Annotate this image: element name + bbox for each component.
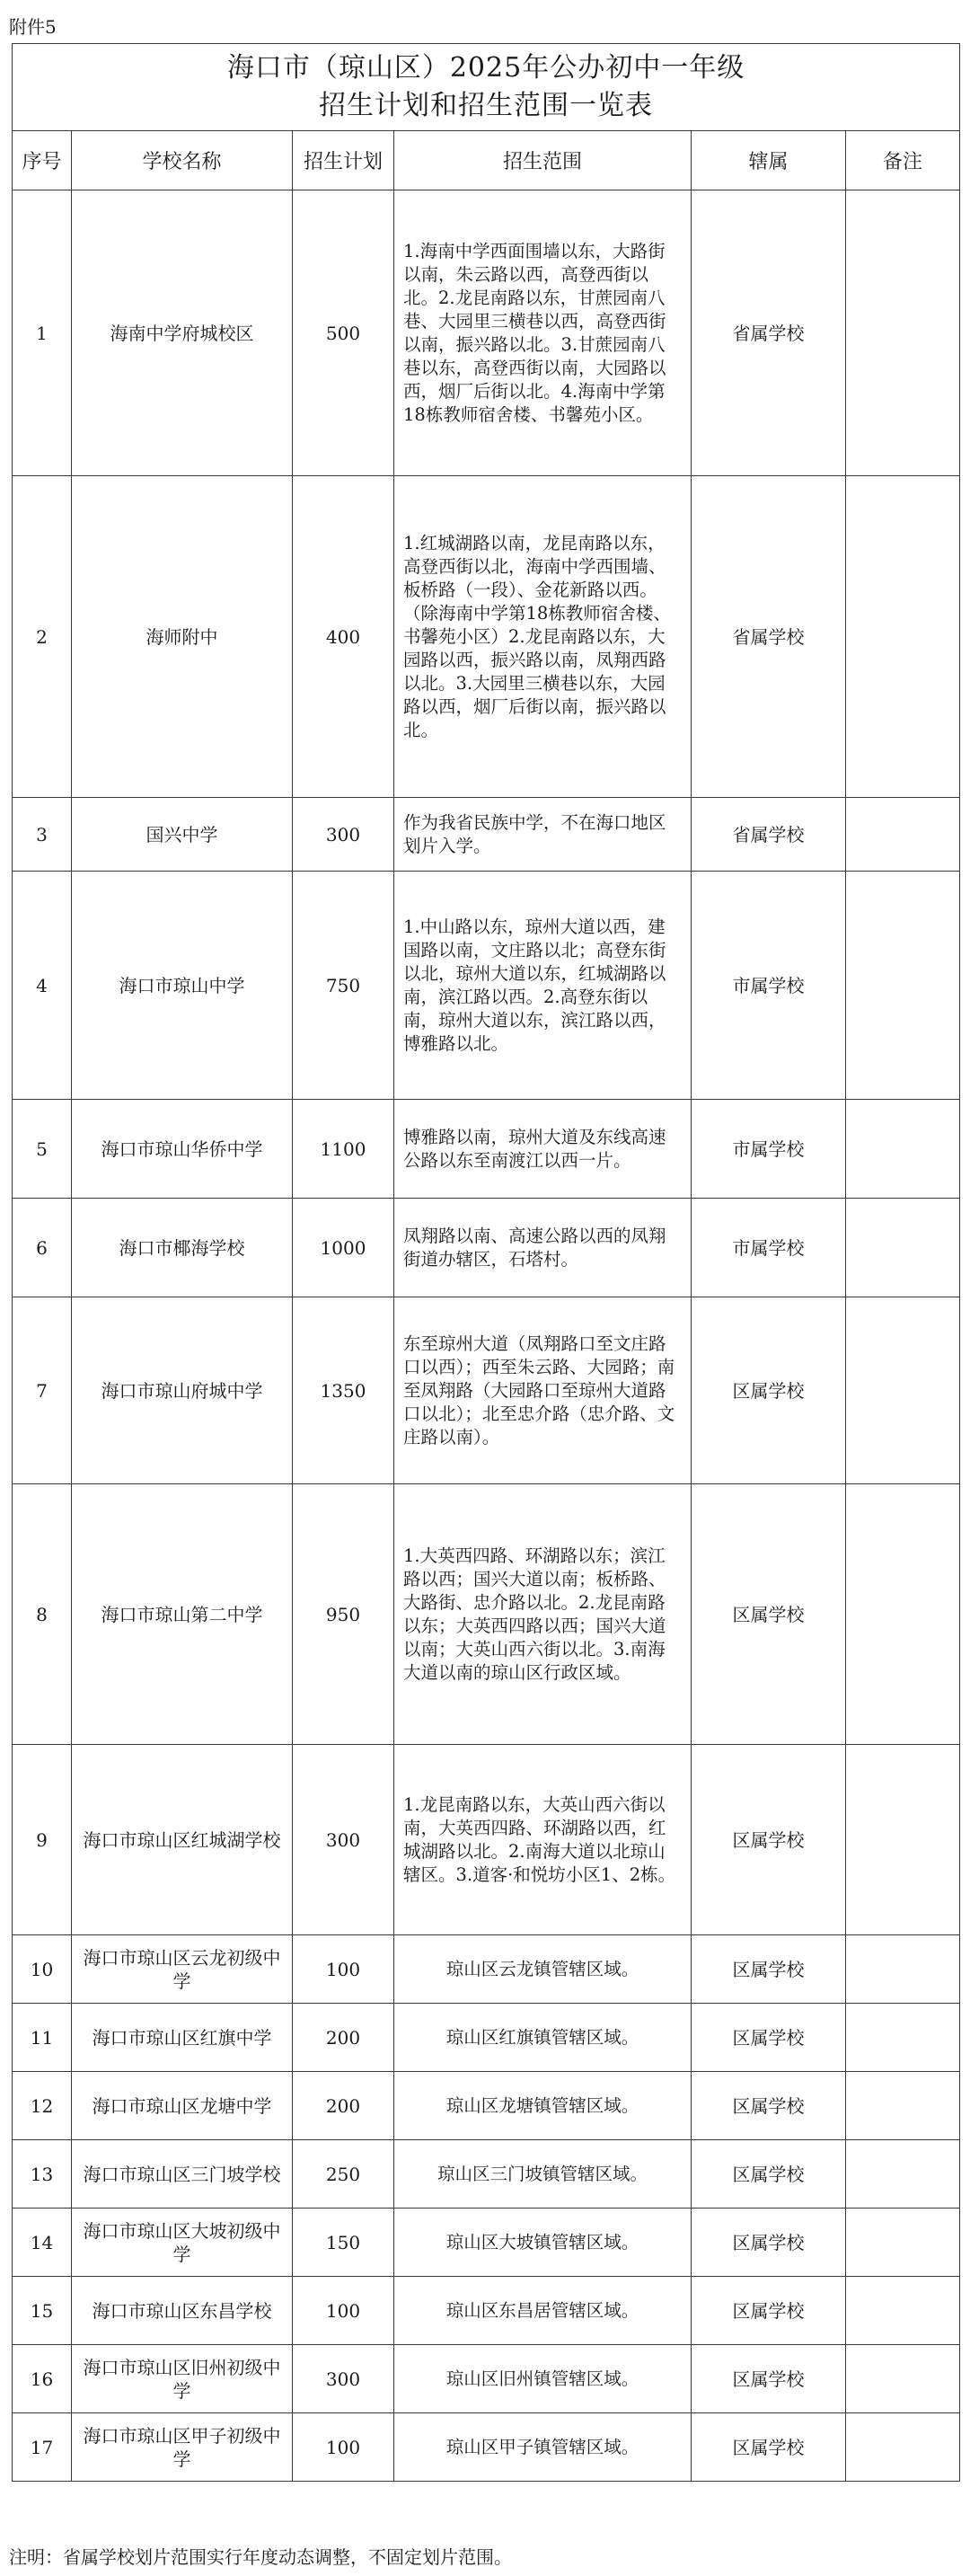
cell-plan: 500: [293, 190, 394, 476]
table-row: [13, 2277, 960, 2345]
header-remark: 备注: [846, 131, 960, 190]
cell-school-name: 海口市琼山区红旗中学: [72, 2004, 293, 2072]
cell-plan: 400: [293, 476, 394, 798]
cell-remark: [846, 1199, 960, 1297]
cell-affiliation: 区属学校: [692, 2413, 846, 2482]
footnote: 注明：省属学校划片范围实行年度动态调整，不固定划片范围。: [9, 2546, 512, 2568]
cell-school-name: 海口市琼山区红城湖学校: [72, 1745, 293, 1935]
table-row: [13, 1484, 960, 1745]
header-row: [13, 131, 960, 190]
title-line-2: 招生计划和招生范围一览表: [319, 90, 654, 121]
cell-scope: 琼山区三门坡镇管辖区域。: [394, 2140, 692, 2209]
cell-affiliation: 区属学校: [692, 2140, 846, 2209]
cell-index: 2: [13, 476, 72, 798]
table-row: [13, 2140, 960, 2209]
cell-remark: [846, 2413, 960, 2482]
header-scope: 招生范围: [394, 131, 692, 190]
cell-index: 14: [13, 2209, 72, 2277]
table-row: [13, 1297, 960, 1484]
cell-scope: 1.红城湖路以南，龙昆南路以东，高登西街以北，海南中学西围墙、板桥路（一段）、金花新路以西。（除海南中学第18栋教师宿舍楼、书馨苑小区）2.龙昆南路以东，大园路以西，振兴路以南，凤翔西路以北。3.大园里三横巷以东，大园路以西，烟厂后街以南，振兴路以北。: [394, 476, 692, 798]
cell-school-name: 海口市琼山府城中学: [72, 1297, 293, 1484]
cell-affiliation: 区属学校: [692, 2072, 846, 2140]
cell-index: 12: [13, 2072, 72, 2140]
table-row: [13, 2072, 960, 2140]
cell-remark: [846, 1484, 960, 1745]
cell-affiliation: 区属学校: [692, 2345, 846, 2413]
cell-school-name: 海口市椰海学校: [72, 1199, 293, 1297]
cell-index: 4: [13, 872, 72, 1100]
table-row: [13, 190, 960, 476]
table-row: [13, 2345, 960, 2413]
cell-school-name: 海口市琼山中学: [72, 872, 293, 1100]
cell-remark: [846, 2072, 960, 2140]
cell-plan: 950: [293, 1484, 394, 1745]
cell-remark: [846, 2277, 960, 2345]
cell-plan: 1350: [293, 1297, 394, 1484]
cell-plan: 100: [293, 2413, 394, 2482]
cell-plan: 100: [293, 1935, 394, 2004]
cell-scope: 琼山区红旗镇管辖区域。: [394, 2004, 692, 2072]
table-row: [13, 1199, 960, 1297]
table-title: [13, 44, 960, 131]
cell-plan: 750: [293, 872, 394, 1100]
cell-scope: 琼山区东昌居管辖区域。: [394, 2277, 692, 2345]
cell-index: 16: [13, 2345, 72, 2413]
table-body: [13, 190, 960, 2482]
cell-school-name: 海口市琼山华侨中学: [72, 1100, 293, 1199]
cell-affiliation: 区属学校: [692, 1297, 846, 1484]
title-line-1: 海口市（琼山区）2025年公办初中一年级: [226, 52, 745, 84]
cell-scope: 作为我省民族中学，不在海口地区划片入学。: [394, 798, 692, 872]
cell-plan: 250: [293, 2140, 394, 2209]
cell-scope: 东至琼州大道（凤翔路口至文庄路口以西）；西至朱云路、大园路；南至凤翔路（大园路口至琼州大道路口以北）；北至忠介路（忠介路、文庄路以南）。: [394, 1297, 692, 1484]
cell-affiliation: 市属学校: [692, 1100, 846, 1199]
table-row: [13, 1100, 960, 1199]
cell-school-name: 海口市琼山区龙塘中学: [72, 2072, 293, 2140]
cell-index: 7: [13, 1297, 72, 1484]
enrollment-table: [12, 43, 960, 2482]
cell-remark: [846, 2004, 960, 2072]
cell-remark: [846, 1935, 960, 2004]
cell-school-name: 海口市琼山区云龙初级中学: [72, 1935, 293, 2004]
cell-index: 9: [13, 1745, 72, 1935]
table-row: [13, 476, 960, 798]
cell-school-name: 海师附中: [72, 476, 293, 798]
cell-plan: 1100: [293, 1100, 394, 1199]
cell-index: 8: [13, 1484, 72, 1745]
cell-scope: 1.大英西四路、环湖路以东；滨江路以西；国兴大道以南；板桥路、大路街、忠介路以北。2.龙昆南路以东；大英西四路以西；国兴大道以南；大英山西六街以北。3.南海大道以南的琼山区行政区域。: [394, 1484, 692, 1745]
cell-school-name: 海口市琼山区旧州初级中学: [72, 2345, 293, 2413]
header-plan: 招生计划: [293, 131, 394, 190]
cell-index: 17: [13, 2413, 72, 2482]
cell-affiliation: 市属学校: [692, 1199, 846, 1297]
header-school: 学校名称: [72, 131, 293, 190]
cell-scope: 凤翔路以南、高速公路以西的凤翔街道办辖区，石塔村。: [394, 1199, 692, 1297]
table-row: [13, 2413, 960, 2482]
cell-affiliation: 省属学校: [692, 190, 846, 476]
cell-plan: 300: [293, 1745, 394, 1935]
cell-school-name: 国兴中学: [72, 798, 293, 872]
cell-index: 5: [13, 1100, 72, 1199]
cell-school-name: 海口市琼山区三门坡学校: [72, 2140, 293, 2209]
cell-index: 11: [13, 2004, 72, 2072]
cell-scope: 1.中山路以东，琼州大道以西，建国路以南，文庄路以北；高登东街以北，琼州大道以东，红城湖路以南，滨江路以西。2.高登东街以南，琼州大道以东，滨江路以西，博雅路以北。: [394, 872, 692, 1100]
cell-plan: 100: [293, 2277, 394, 2345]
cell-school-name: 海口市琼山第二中学: [72, 1484, 293, 1745]
attachment-label: 附件5: [9, 16, 57, 38]
cell-index: 6: [13, 1199, 72, 1297]
header-index: 序号: [13, 131, 72, 190]
cell-remark: [846, 1100, 960, 1199]
cell-remark: [846, 476, 960, 798]
cell-plan: 300: [293, 2345, 394, 2413]
cell-index: 10: [13, 1935, 72, 2004]
table-row: [13, 872, 960, 1100]
cell-school-name: 海口市琼山区甲子初级中学: [72, 2413, 293, 2482]
cell-plan: 150: [293, 2209, 394, 2277]
cell-affiliation: 区属学校: [692, 1745, 846, 1935]
cell-scope: 琼山区旧州镇管辖区域。: [394, 2345, 692, 2413]
cell-school-name: 海口市琼山区东昌学校: [72, 2277, 293, 2345]
cell-scope: 琼山区大坡镇管辖区域。: [394, 2209, 692, 2277]
cell-scope: 1.海南中学西面围墙以东，大路街以南，朱云路以西，高登西街以北。2.龙昆南路以东，甘蔗园南八巷、大园里三横巷以西，高登西街以南，振兴路以北。3.甘蔗园南八巷以东，高登西街以南，大园路以西，烟厂后街以北。4.海南中学第18栋教师宿舍楼、书馨苑小区。: [394, 190, 692, 476]
table-row: [13, 2209, 960, 2277]
cell-affiliation: 区属学校: [692, 2277, 846, 2345]
cell-affiliation: 区属学校: [692, 1935, 846, 2004]
cell-plan: 300: [293, 798, 394, 872]
cell-remark: [846, 872, 960, 1100]
cell-scope: 博雅路以南，琼州大道及东线高速公路以东至南渡江以西一片。: [394, 1100, 692, 1199]
cell-affiliation: 市属学校: [692, 872, 846, 1100]
cell-plan: 200: [293, 2072, 394, 2140]
table-row: [13, 1935, 960, 2004]
cell-plan: 1000: [293, 1199, 394, 1297]
cell-remark: [846, 2140, 960, 2209]
cell-index: 3: [13, 798, 72, 872]
cell-remark: [846, 1297, 960, 1484]
cell-remark: [846, 798, 960, 872]
cell-scope: 琼山区云龙镇管辖区域。: [394, 1935, 692, 2004]
cell-remark: [846, 2209, 960, 2277]
cell-index: 15: [13, 2277, 72, 2345]
cell-scope: 琼山区甲子镇管辖区域。: [394, 2413, 692, 2482]
cell-affiliation: 区属学校: [692, 2004, 846, 2072]
table-row: [13, 798, 960, 872]
table-row: [13, 2004, 960, 2072]
cell-remark: [846, 1745, 960, 1935]
cell-school-name: 海南中学府城校区: [72, 190, 293, 476]
cell-index: 13: [13, 2140, 72, 2209]
cell-affiliation: 区属学校: [692, 1484, 846, 1745]
cell-scope: 1.龙昆南路以东，大英山西六街以南，大英西四路、环湖路以西，红城湖路以北。2.南海大道以北琼山辖区。3.道客·和悦坊小区1、2栋。: [394, 1745, 692, 1935]
header-affiliation: 辖属: [692, 131, 846, 190]
cell-affiliation: 省属学校: [692, 476, 846, 798]
cell-index: 1: [13, 190, 72, 476]
cell-plan: 200: [293, 2004, 394, 2072]
cell-scope: 琼山区龙塘镇管辖区域。: [394, 2072, 692, 2140]
cell-affiliation: 省属学校: [692, 798, 846, 872]
cell-school-name: 海口市琼山区大坡初级中学: [72, 2209, 293, 2277]
cell-affiliation: 区属学校: [692, 2209, 846, 2277]
cell-remark: [846, 2345, 960, 2413]
table-row: [13, 1745, 960, 1935]
cell-remark: [846, 190, 960, 476]
